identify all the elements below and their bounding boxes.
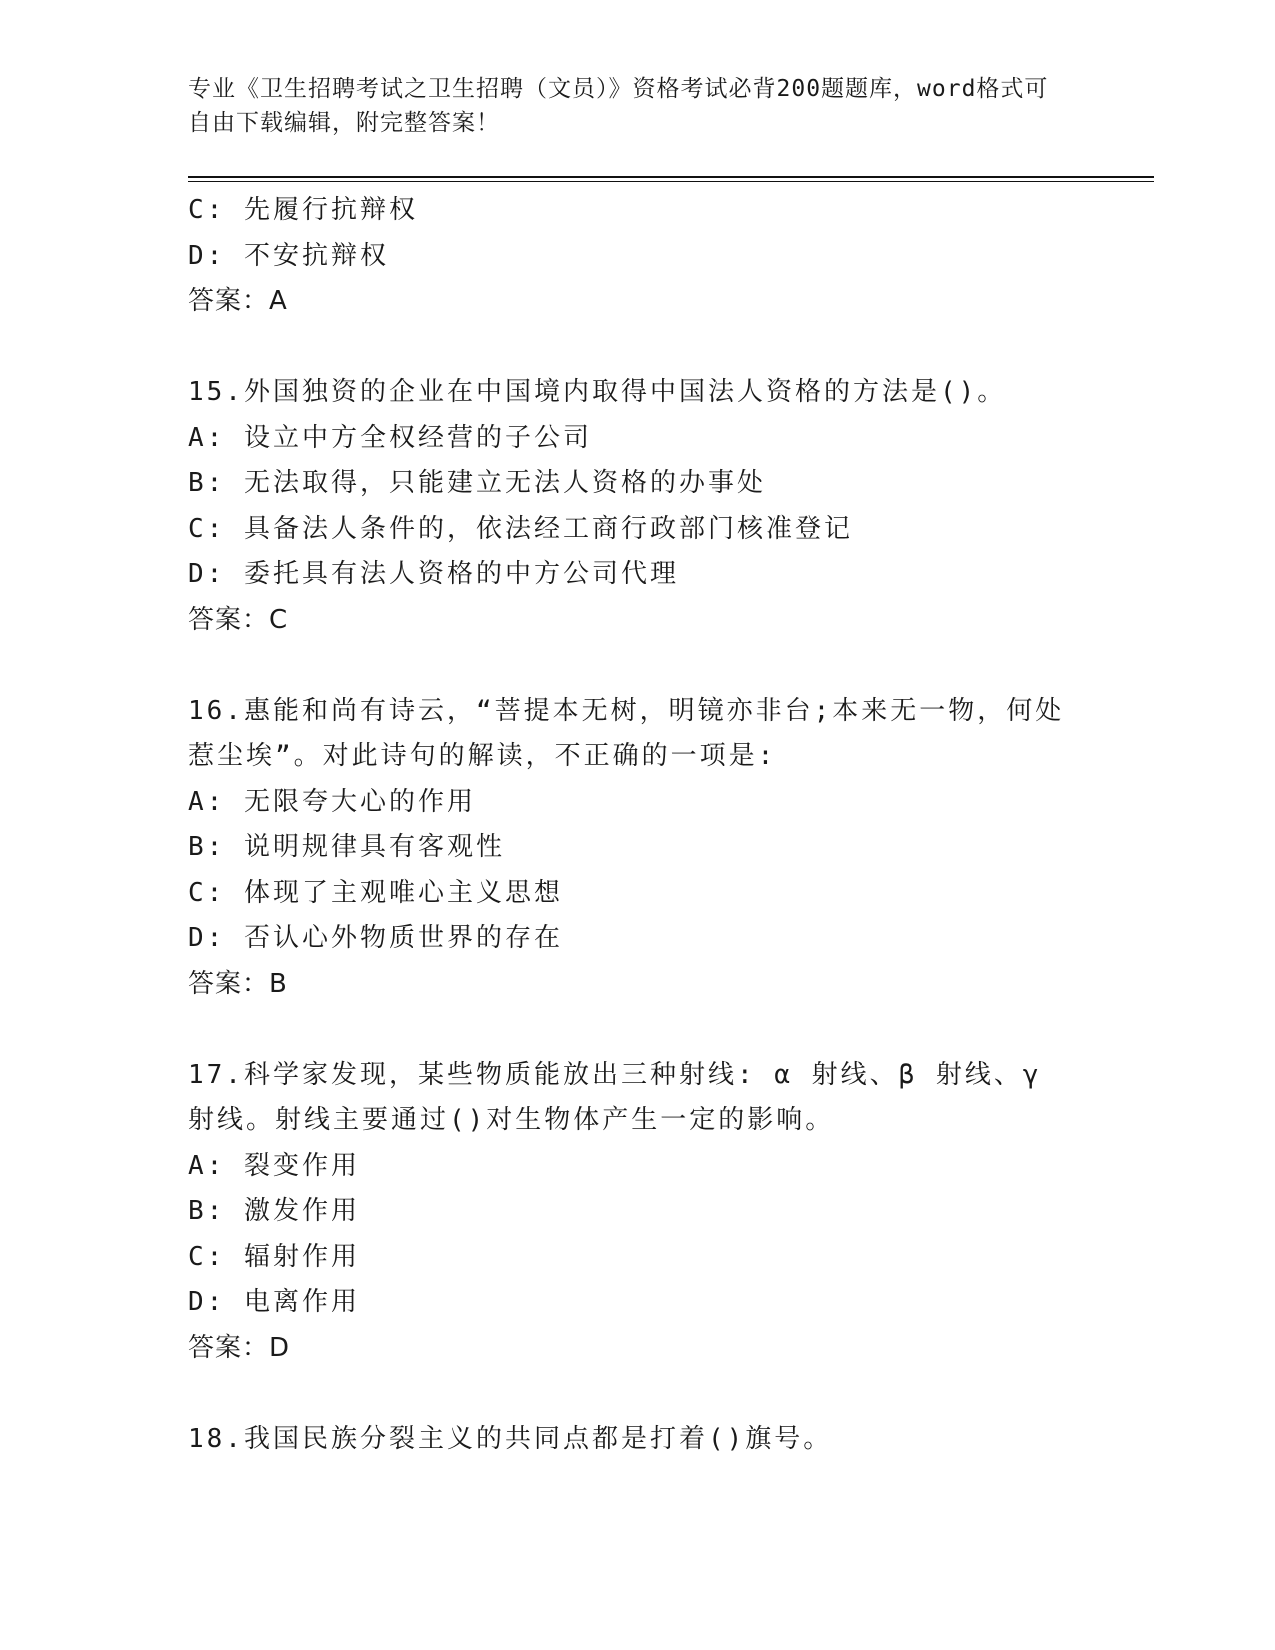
answer: 答案：C xyxy=(188,604,289,635)
carryover-block xyxy=(188,188,1068,325)
option-c: C: 体现了主观唯心主义思想 xyxy=(188,877,563,908)
answer: 答案：B xyxy=(188,968,288,999)
document-header xyxy=(188,72,1068,140)
question-text: 15.外国独资的企业在中国境内取得中国法人资格的方法是()。 xyxy=(188,377,1007,407)
header-rule-thin xyxy=(188,181,1154,182)
question-16 xyxy=(188,689,1068,1008)
question-text: 16.惠能和尚有诗云，“菩提本无树，明镜亦非台;本来无一物，何处惹尘埃”。对此诗句的解读，不正确的一项是: xyxy=(188,695,1065,771)
answer: 答案：D xyxy=(188,1332,291,1363)
question-list xyxy=(188,188,1068,1462)
option-d: D: 委托具有法人资格的中方公司代理 xyxy=(188,559,679,589)
option-a: A: 裂变作用 xyxy=(188,1150,360,1181)
option-a: A: 无限夸大心的作用 xyxy=(188,786,476,817)
option-d: D: 否认心外物质世界的存在 xyxy=(188,923,563,953)
question-15 xyxy=(188,370,1068,643)
answer: 答案：A xyxy=(188,286,288,316)
option-d: D: 不安抗辩权 xyxy=(188,240,389,271)
spacer xyxy=(188,643,1068,689)
header-text: 专业《卫生招聘考试之卫生招聘（文员）》资格考试必背200题题库，word格式可自由下载编辑，附完整答案！ xyxy=(188,76,1049,136)
spacer xyxy=(188,1007,1068,1053)
option-c: C: 辐射作用 xyxy=(188,1241,360,1272)
question-18 xyxy=(188,1417,1068,1463)
option-d: D: 电离作用 xyxy=(188,1287,360,1317)
option-c: C: 具备法人条件的，依法经工商行政部门核准登记 xyxy=(188,513,853,544)
question-17 xyxy=(188,1053,1068,1372)
question-text: 17.科学家发现，某些物质能放出三种射线: α 射线、β 射线、γ 射线。射线主要通过()对生物体产生一定的影响。 xyxy=(188,1059,1042,1135)
spacer xyxy=(188,1371,1068,1417)
option-b: B: 无法取得，只能建立无法人资格的办事处 xyxy=(188,468,766,498)
header-rule-thick xyxy=(188,176,1154,178)
option-a: A: 设立中方全权经营的子公司 xyxy=(188,422,592,453)
option-b: B: 激发作用 xyxy=(188,1196,360,1226)
question-text: 18.我国民族分裂主义的共同点都是打着()旗号。 xyxy=(188,1423,833,1454)
option-c: C: 先履行抗辩权 xyxy=(188,195,418,225)
spacer xyxy=(188,325,1068,371)
option-b: B: 说明规律具有客观性 xyxy=(188,832,505,862)
